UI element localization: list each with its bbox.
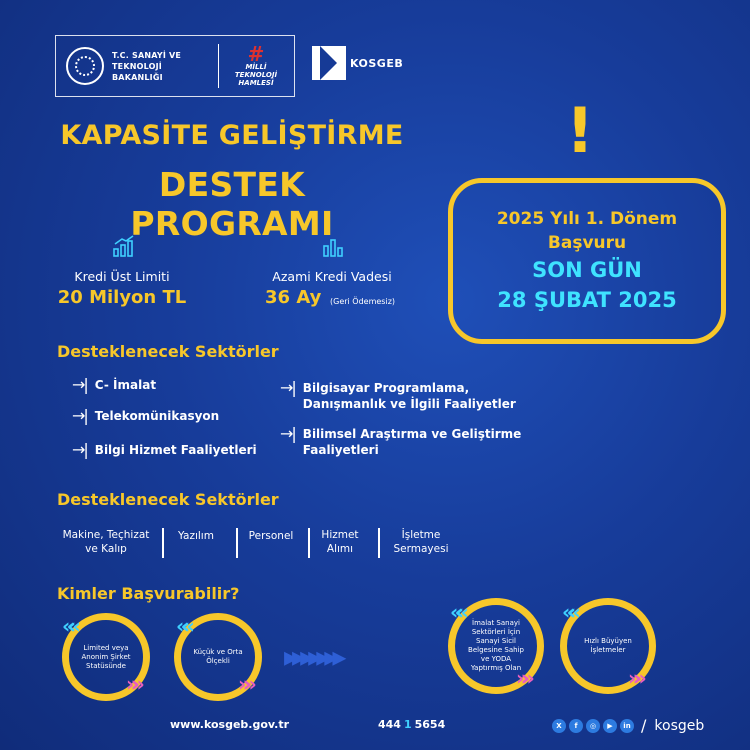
double-chevron-icon: «« (562, 600, 574, 624)
support-item-line1: Hizmet (321, 529, 359, 541)
sector-label: Telekomünikasyon (94, 409, 220, 423)
sector-label: Bilgi Hizmet Faaliyetleri (94, 443, 257, 457)
double-chevron-icon: »» (126, 672, 138, 696)
page-title-line1: KAPASİTE GELİŞTİRME (60, 120, 404, 151)
mtm-line3: HAMLESİ (238, 79, 274, 87)
facebook-icon[interactable]: f (569, 719, 583, 733)
eligibility-text: Küçük ve Orta Ölçekli (193, 648, 243, 665)
deadline-period: 2025 Yılı 1. Dönem (496, 209, 678, 229)
arrow-right-icon: →| (280, 378, 295, 397)
sector-item (280, 380, 516, 412)
support-item-line1: İşletme (401, 529, 441, 541)
deadline-last-day: SON GÜN (532, 258, 642, 282)
sector-item (72, 408, 219, 424)
hashtag-icon: # (247, 42, 265, 66)
kosgeb-logo-text: KOSGEB (350, 56, 404, 70)
credit-term-value: 36 Ay (265, 287, 322, 308)
eligibility-text: Limited veya Anonim Şirket Statüsünde (81, 643, 131, 670)
support-item-line2: Sermayesi (393, 543, 449, 555)
milli-teknoloji-logo (225, 42, 287, 87)
eligibility-text: İmalat Sanayi Sektörleri İçin Sanayi Sicil Belgesine Sahip ve YODA Yaptırmış Olan (468, 619, 524, 672)
sector-item (72, 377, 156, 393)
double-chevron-icon: «« (176, 614, 188, 638)
arrow-right-icon: →| (72, 375, 87, 394)
linkedin-icon[interactable]: in (620, 719, 634, 733)
logo-divider (218, 44, 219, 88)
website-link[interactable]: www.kosgeb.gov.tr (170, 718, 290, 731)
divider (308, 528, 310, 558)
ministry-emblem-icon (66, 47, 104, 85)
support-item-personnel: Personel (248, 530, 294, 542)
youtube-icon[interactable]: ▶ (603, 719, 617, 733)
support-item-capital (384, 528, 458, 556)
sector-label: C- İmalat (94, 378, 157, 392)
flow-arrows-icon: ▸▸▸▸▸▸▸ (284, 640, 341, 673)
support-item-machinery (52, 528, 160, 556)
double-chevron-icon: »» (516, 666, 528, 690)
credit-term-label: Azami Kredi Vadesi (272, 269, 392, 284)
sector-label-line2: Danışmanlık ve İlgili Faaliyetler (302, 397, 516, 411)
credit-limit-label: Kredi Üst Limiti (74, 269, 170, 284)
mtm-line1: MİLLİ (245, 63, 267, 71)
sector-label-line1: Bilimsel Araştırma ve Geliştirme (302, 427, 522, 441)
deadline-date: 28 ŞUBAT 2025 (497, 288, 677, 312)
phone-part: 5654 (414, 718, 446, 731)
arrow-right-icon: →| (72, 406, 87, 425)
ministry-name-line1: T.C. SANAYİ VE (112, 50, 182, 60)
phone-part: 444 (378, 718, 401, 731)
divider (378, 528, 380, 558)
growth-chart-icon (112, 234, 136, 262)
double-chevron-icon: «« (450, 600, 462, 624)
eligibility-heading: Kimler Başvurabilir? (57, 584, 240, 603)
credit-limit-value: 20 Milyon TL (57, 287, 187, 308)
exclamation-icon: ! (565, 94, 595, 167)
sectors-heading: Desteklenecek Sektörler (57, 342, 279, 361)
sector-label (303, 426, 521, 458)
separator-slash: / (641, 716, 647, 735)
eligibility-text: Hızlı Büyüyen İşletmeler (584, 637, 632, 654)
phone-number[interactable] (378, 718, 445, 731)
x-icon[interactable]: X (552, 719, 566, 733)
double-chevron-icon: »» (238, 672, 250, 696)
sector-item (72, 442, 257, 458)
ministry-name-line2: TEKNOLOJİ BAKANLIĞI (112, 61, 163, 82)
support-item-service (312, 528, 368, 556)
eligibility-circle (448, 598, 544, 694)
credit-term-note: (Geri Ödemesiz) (330, 297, 396, 306)
instagram-icon[interactable]: ◎ (586, 719, 600, 733)
double-chevron-icon: «« (62, 614, 74, 638)
deadline-label: Başvuru (547, 233, 627, 253)
divider (236, 528, 238, 558)
deadline-box (448, 178, 726, 344)
double-chevron-icon: »» (628, 666, 640, 690)
support-item-software: Yazılım (178, 530, 214, 542)
support-heading: Desteklenecek Sektörler (57, 490, 279, 509)
sector-label-line1: Bilgisayar Programlama, (302, 381, 470, 395)
bar-chart-icon (322, 234, 346, 262)
sector-item (280, 426, 521, 458)
support-item-line2: ve Kalıp (85, 543, 127, 555)
eligibility-circle (560, 598, 656, 694)
ministry-name (112, 50, 212, 83)
sector-label-line2: Faaliyetleri (302, 443, 379, 457)
brand-handle: kosgeb (654, 717, 705, 734)
support-item-line1: Makine, Teçhizat (62, 529, 150, 541)
divider (162, 528, 164, 558)
arrow-right-icon: →| (280, 424, 295, 443)
ministry-logo-box (55, 35, 295, 97)
kosgeb-logo (312, 46, 403, 80)
sector-label (303, 380, 516, 412)
social-links (552, 716, 704, 735)
mtm-line2: TEKNOLOJİ (234, 71, 278, 79)
phone-separator: 1 (403, 718, 412, 731)
support-item-line2: Alımı (326, 543, 354, 555)
page-title-line2: DESTEK PROGRAMI (130, 165, 334, 243)
arrow-right-icon: →| (72, 440, 87, 459)
kosgeb-k-icon (312, 46, 346, 80)
